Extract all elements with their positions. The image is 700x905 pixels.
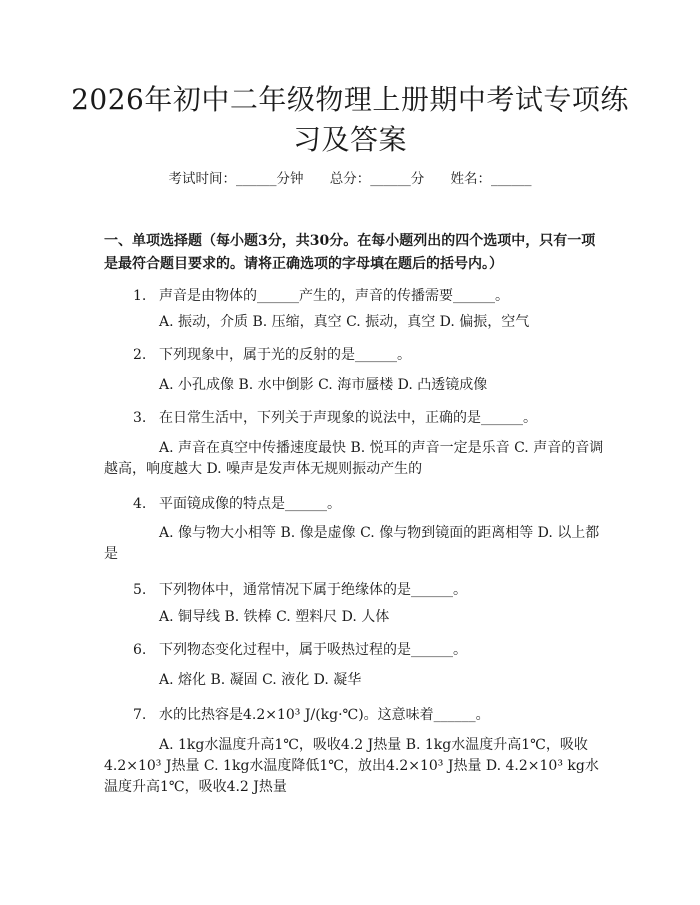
question-1 [133,286,603,306]
question-number: 6. [133,642,147,658]
question-6-options: A. 熔化 B. 凝固 C. 液化 D. 凝华 [159,672,362,688]
question-7-options: A. 1kg水温度升高1℃，吸收4.2 J热量 B. 1kg水温度升高1℃，吸收4.2×10³ J热量 C. 1kg水温度降低1℃，放出4.2×10³ J热量 D. 4.2×10³ kg水温度升高1℃，吸收4.2 J热量 [104,737,599,795]
question-3-options: A. 声音在真空中传播速度最快 B. 悦耳的声音一定是乐音 C. 声音的音调越高，响度越大 D. 噪声是发声体无规则振动产生的 [104,440,604,477]
section-heading: 一、单项选择题（每小题3分，共30分。在每小题列出的四个选项中，只有一项是最符合题目要求的。请将正确选项的字母填在题后的括号内。） [104,233,596,272]
question-stem: 下列物体中，通常情况下属于绝缘体的是______。 [159,582,467,598]
question-5-options: A. 铜导线 B. 铁棒 C. 塑料尺 D. 人体 [159,609,390,625]
question-1-options: A. 振动，介质 B. 压缩，真空 C. 振动，真空 D. 偏振，空气 [159,314,530,330]
question-stem: 水的比热容是4.2×10³ J/(kg·℃)。这意味着______。 [159,707,490,723]
exam-time-field: 考试时间：______分钟 [168,171,304,187]
question-6 [133,640,603,660]
name-field: 姓名：______ [450,171,532,187]
question-number: 4. [133,496,147,512]
question-stem: 下列现象中，属于光的反射的是______。 [159,347,411,363]
exam-meta [0,169,700,189]
question-number: 5. [133,582,147,598]
question-stem: 声音是由物体的______产生的，声音的传播需要______。 [159,288,509,304]
question-2-options: A. 小孔成像 B. 水中倒影 C. 海市蜃楼 D. 凸透镜成像 [159,377,488,393]
question-number: 1. [133,288,147,304]
question-4 [133,494,603,514]
total-score-field: 总分：______分 [329,171,425,187]
question-stem: 下列物态变化过程中，属于吸热过程的是______。 [159,642,467,658]
question-2 [133,345,603,365]
question-number: 7. [133,707,147,723]
question-7 [133,705,603,725]
question-number: 3. [133,410,147,426]
page-title: 2026年初中二年级物理上册期中考试专项练习及答案 [71,83,629,156]
question-3 [133,408,603,428]
question-stem: 在日常生活中，下列关于声现象的说法中，正确的是______。 [159,410,537,426]
question-stem: 平面镜成像的特点是______。 [159,496,341,512]
question-4-options: A. 像与物大小相等 B. 像是虚像 C. 像与物到镜面的距离相等 D. 以上都是 [104,525,600,562]
question-5 [133,580,603,600]
question-number: 2. [133,347,147,363]
